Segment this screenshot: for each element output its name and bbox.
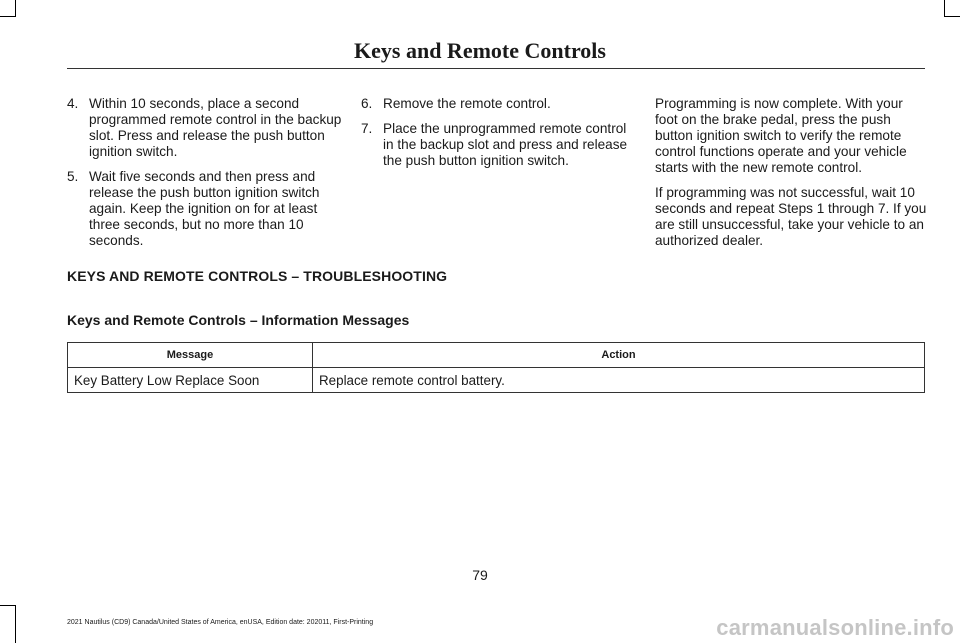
- step-item: [67, 169, 342, 249]
- header-divider: [67, 68, 925, 69]
- step-number: 6.: [361, 96, 373, 111]
- message-cell: Key Battery Low Replace Soon: [68, 368, 313, 393]
- page-number: 79: [472, 567, 488, 583]
- table-row: [68, 368, 925, 393]
- section-heading: KEYS AND REMOTE CONTROLS – TROUBLESHOOTING: [67, 268, 448, 284]
- edition-footer: 2021 Nautilus (CD9) Canada/United States of America, enUSA, Edition date: 202011, First-Printing: [67, 619, 374, 626]
- paragraph: Programming is now complete. With your foot on the brake pedal, press the push button ignition switch to verify the remote control functions operate and your vehicle starts with the new remote control.: [655, 96, 907, 175]
- crop-mark: [0, 605, 15, 606]
- step-text: Place the unprogrammed remote control in the backup slot and press and release the push button ignition switch.: [383, 121, 628, 168]
- action-cell: Replace remote control battery.: [313, 368, 925, 393]
- column-3: [655, 96, 927, 258]
- step-number: 5.: [67, 169, 79, 184]
- crop-mark: [15, 0, 16, 17]
- step-number: 4.: [67, 96, 79, 111]
- step-item: [361, 96, 636, 112]
- step-text: Remove the remote control.: [383, 96, 551, 111]
- crop-mark: [0, 16, 15, 17]
- table-header-row: [68, 343, 925, 368]
- page-header-title: Keys and Remote Controls: [354, 38, 606, 63]
- watermark: carmanualsonline.info: [716, 615, 954, 640]
- step-number: 7.: [361, 121, 373, 136]
- information-messages-table: [67, 342, 925, 393]
- step-text: Wait five seconds and then press and release the push button ignition switch again. Keep the ignition on for at least three seconds, but no more than 10 seconds.: [89, 169, 320, 248]
- crop-mark: [945, 16, 960, 17]
- crop-mark: [944, 0, 945, 17]
- column-2: [361, 96, 636, 178]
- step-item: [361, 121, 636, 169]
- paragraph: If programming was not successful, wait 10 seconds and repeat Steps 1 through 7. If you are still unsuccessful, take your vehicle to an authorized dealer.: [655, 185, 927, 248]
- column-header-action: Action: [313, 343, 925, 368]
- step-item: [67, 96, 342, 160]
- column-1: [67, 96, 342, 258]
- column-header-message: Message: [68, 343, 313, 368]
- step-text: Within 10 seconds, place a second programmed remote control in the backup slot. Press and release the push button ignition switch.: [89, 96, 342, 159]
- table-title: Keys and Remote Controls – Information Messages: [67, 312, 410, 328]
- crop-mark: [15, 605, 16, 643]
